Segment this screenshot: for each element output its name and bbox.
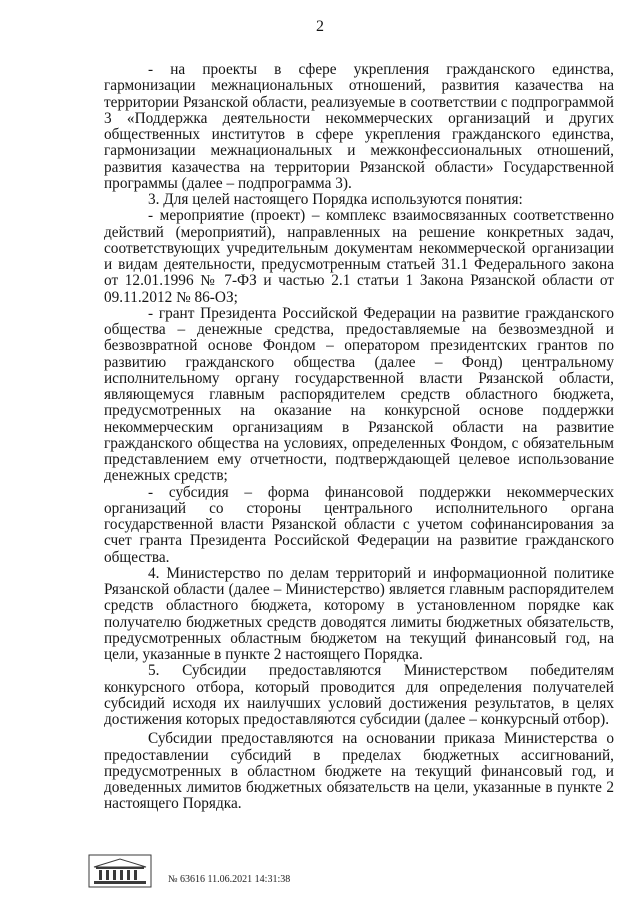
page-number: 2	[316, 18, 324, 35]
paragraph-subsidy-provision: 5. Субсидии предоставляются Министерством победителям конкурсного отбора, который проводится для определения получателей субсидий исходя их наилучших условий достижения результатов, в целях достижения которых предоставляются субсидии (далее – конкурсный отбор).	[104, 662, 614, 728]
document-body	[104, 62, 614, 813]
paragraph-subprogram-3: - на проекты в сфере укрепления гражданского единства, гармонизации межнациональных отношений, развития казачества на территории Рязанской области, реализуемые в соответствии с подпрограммой 3 «Поддержка деятельности некоммерческих организаций и других общественных институтов в сфере укрепления гражданского единства, гармонизации межнациональных и межконфессиональных отношений, развития казачества на территории Рязанской области» Государственной программы (далее – подпрограмма 3).	[104, 61, 614, 192]
document-registration-number: № 63616 11.06.2021 14:31:38	[168, 874, 291, 885]
paragraph-definition-grant: - грант Президента Российской Федерации на развитие гражданского общества – денежные средства, предоставляемые на безвозмездной и безвозвратной основе Фондом – оператором президентских грантов по развитию гражданского общества (далее – Фонд) центральному исполнительному органу государственной власти Рязанской области, являющемуся главным распорядителем средств областного бюджета, предусмотренных на оказание на конкурсной основе поддержки некоммерческим организациям в Рязанской области на развитие гражданского общества на условиях, определенных Фондом, с обязательным представлением ему отчетности, подтверждающей целевое использование денежных средств;	[104, 304, 614, 485]
paragraph-definitions-intro: 3. Для целей настоящего Порядка используются понятия:	[148, 191, 523, 208]
paragraph-subsidy-order-basis: Субсидии предоставляются на основании приказа Министерства о предоставлении субсидий в пределах бюджетных ассигнований, предусмотренных в областном бюджете на текущий финансовый год, и доведенных лимитов бюджетных обязательств на цели, указанные в пункте 2 настоящего Порядка.	[104, 730, 614, 813]
paragraph-ministry: 4. Министерство по делам территорий и информационной политике Рязанской области (далее – Министерство) является главным распорядителем средств областного бюджета, которому в установленном порядке как получателю бюджетных средств доводятся лимиты бюджетных обязательств, предусмотренных областным бюджетом на текущий финансовый год, на цели, указанные в пункте 2 настоящего Порядка.	[104, 564, 614, 663]
government-building-stamp-icon	[88, 854, 152, 888]
paragraph-definition-subsidy: - субсидия – форма финансовой поддержки некоммерческих организаций со стороны центрального исполнительного органа государственной власти Рязанской области с учетом софинансирования за счет гранта Президента Российской Федерации на развитие гражданского общества.	[104, 483, 614, 566]
document-footer	[88, 854, 508, 888]
paragraph-definition-event: - мероприятие (проект) – комплекс взаимосвязанных соответственно действий (мероприятий), направленных на решение конкретных задач, соответствующих учредительным документам некоммерческой организации и видам деятельности, предусмотренным статьей 31.1 Федерального закона от 12.01.1996 № 7-ФЗ и частью 2.1 статьи 1 Закона Рязанской области от 09.11.2012 № 86-ОЗ;	[104, 207, 614, 306]
